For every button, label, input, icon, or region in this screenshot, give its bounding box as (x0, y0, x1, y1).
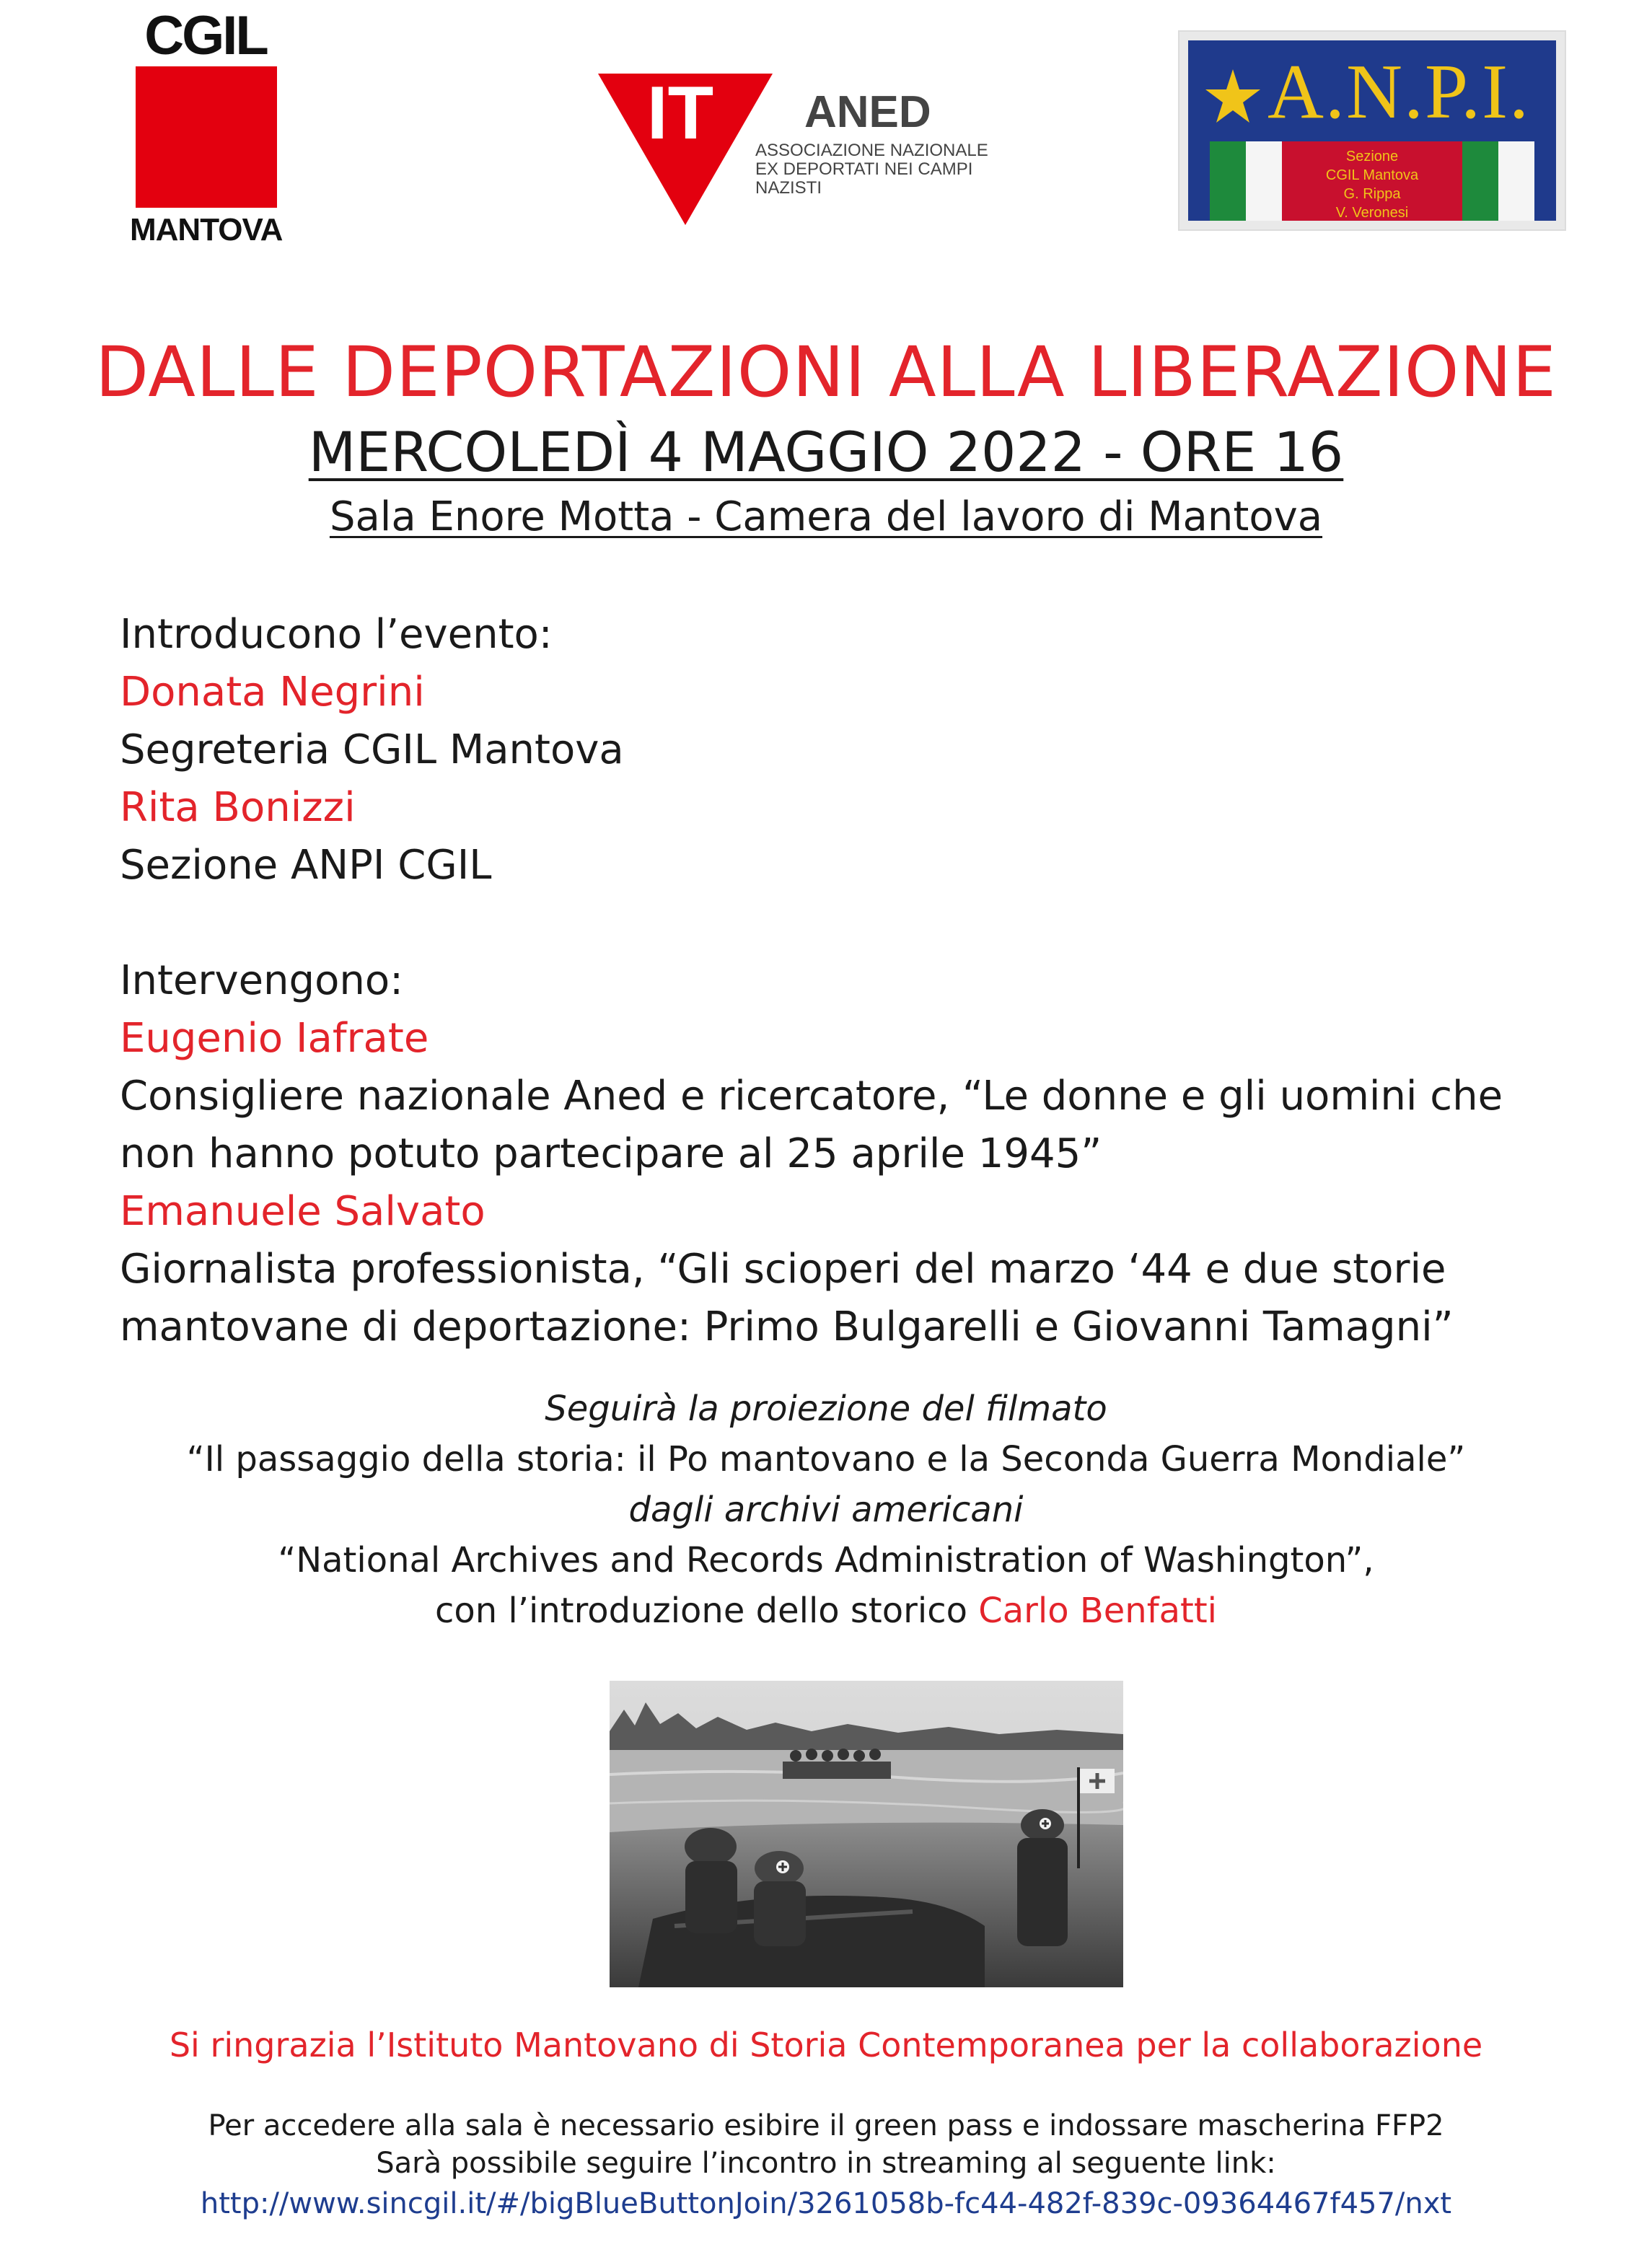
historian-prefix: con l’introduzione dello storico (434, 1591, 967, 1631)
intro-section (120, 606, 1570, 894)
aned-subtitle-line-1: ASSOCIAZIONE NAZIONALE (755, 141, 988, 160)
access-note: Per accedere alla sala è necessario esibire il green pass e indossare mascherina FFP2 (208, 2109, 1444, 2142)
event-title: DALLE DEPORTAZIONI ALLA LIBERAZIONE (95, 332, 1557, 413)
anpi-logo-name: A.N.P.I. (1267, 49, 1531, 135)
anpi-section-label (1282, 147, 1462, 222)
intro-heading: Introducono l’evento: (120, 611, 553, 658)
speaker-role: Sezione ANPI CGIL (120, 842, 492, 889)
flag-green-band-right (1462, 141, 1498, 221)
acknowledgement: Si ringrazia l’Istituto Mantovano di Storia Contemporanea per la collaborazione (169, 2026, 1483, 2064)
flag-white-band (1246, 141, 1282, 221)
aned-triangle-icon (595, 72, 776, 227)
anpi-section-line-2: CGIL Mantova (1325, 167, 1419, 183)
streaming-link[interactable]: http://www.sincgil.it/#/bigBlueButtonJoin/3261058b-fc44-482f-839c-09364467f457/nxt (200, 2187, 1452, 2220)
speaker-name: Rita Bonizzi (120, 784, 356, 831)
flag-green-band (1210, 141, 1246, 221)
anpi-logo (1178, 30, 1566, 231)
anpi-section-line-4: V. Veronesi (1335, 205, 1409, 221)
interventions-section (120, 952, 1570, 1356)
film-historian-line (0, 1586, 1652, 1636)
star-icon (1204, 68, 1262, 126)
flag-white-band-right (1498, 141, 1534, 221)
cgil-mantova-logo (130, 0, 281, 254)
speaker-name: Eugenio Iafrate (120, 1015, 429, 1062)
interventions-heading: Intervengono: (120, 957, 403, 1004)
film-title: “Il passaggio della storia: il Po mantovano e la Seconda Guerra Mondiale” (186, 1439, 1466, 1479)
aned-logo-subtitle (755, 141, 1001, 198)
soldiers-river-photo-icon (610, 1681, 1123, 1987)
event-date: MERCOLEDÌ 4 MAGGIO 2022 - ORE 16 (308, 420, 1344, 484)
aned-mark-text: IT (646, 72, 714, 155)
film-section (0, 1384, 1652, 1636)
speaker-talk-line: Consigliere nazionale Aned e ricercatore, “Le donne e gli uomini che (120, 1073, 1503, 1120)
anpi-section-line-1: Sezione (1345, 149, 1399, 164)
cgil-logo-top-text: CGIL (144, 5, 267, 66)
film-source: “National Archives and Records Administration of Washington”, (278, 1540, 1374, 1580)
event-venue: Sala Enore Motta - Camera del lavoro di Mantova (329, 493, 1323, 540)
streaming-note: Sarà possibile seguire l’incontro in streaming al seguente link: (376, 2147, 1276, 2180)
anpi-section-line-3: G. Rippa (1343, 186, 1401, 202)
aned-logo (595, 72, 999, 231)
historical-photo (610, 1681, 1123, 1987)
cgil-logo-bottom-text: MANTOVA (130, 212, 283, 247)
speaker-name: Emanuele Salvato (120, 1188, 486, 1235)
speaker-talk-line: Giornalista professionista, “Gli scioperi del marzo ‘44 e due storie (120, 1246, 1446, 1293)
film-source-intro: dagli archivi americani (628, 1490, 1024, 1530)
film-intro: Seguirà la proiezione del filmato (545, 1389, 1107, 1429)
aned-subtitle-line-2: EX DEPORTATI NEI CAMPI NAZISTI (755, 159, 973, 198)
anpi-logo-panel (1188, 40, 1556, 221)
speaker-talk-line: mantovane di deportazione: Primo Bulgarelli e Giovanni Tamagni” (120, 1303, 1454, 1350)
aned-logo-name: ANED (804, 87, 931, 137)
historian-name: Carlo Benfatti (978, 1591, 1218, 1631)
speaker-name: Donata Negrini (120, 669, 425, 716)
speaker-role: Segreteria CGIL Mantova (120, 726, 624, 773)
speaker-talk-line: non hanno potuto partecipare al 25 aprile 1945” (120, 1130, 1102, 1177)
cgil-logo-red-square (136, 66, 277, 208)
